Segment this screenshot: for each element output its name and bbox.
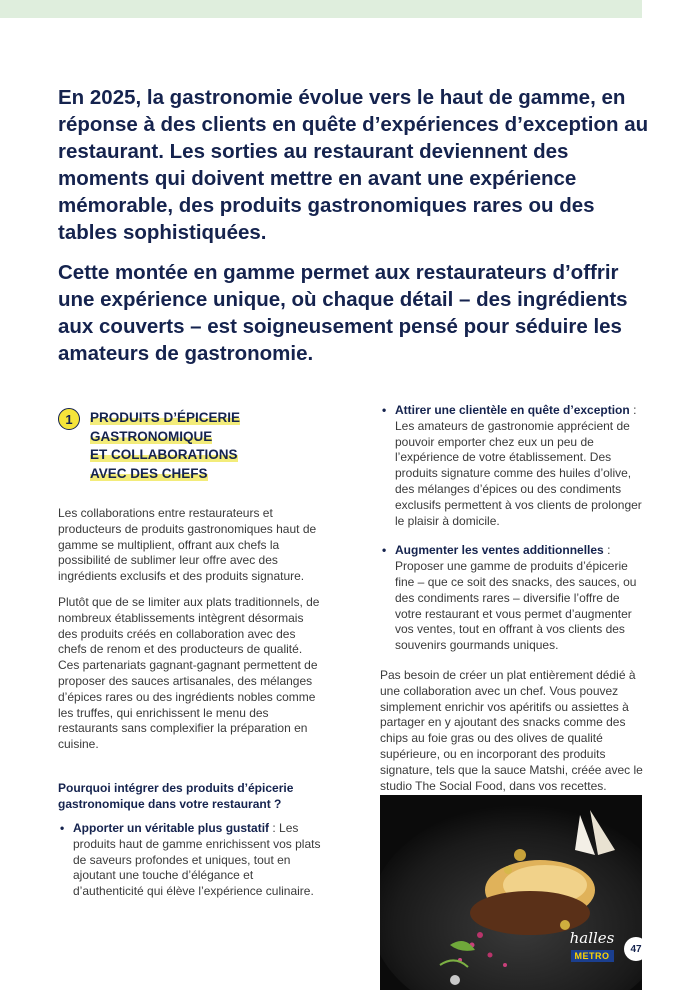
left-paragraph-2: Plutôt que de se limiter aux plats traditionnels, de nombreux établissements intègrent désormais des produits créés en collaboration avec des chefs de renom et des producteurs de qualité. Ces partenariats gagnant-gagnant permettent de proposer des sauces artisanales, des mélanges d’épices rares ou des ingrédients nobles comme les truffes, qui enrichissent le menu des restaurants sans complexifier la préparation en cuisine. xyxy=(58,594,320,752)
right-column xyxy=(380,403,648,794)
left-column xyxy=(58,506,323,763)
bullet-label: Apporter un véritable plus gustatif xyxy=(73,821,270,835)
top-color-band xyxy=(0,0,642,18)
bullet-text: Les produits haut de gamme enrichissent vos plats de saveurs profondes et uniques, tout en ajoutant une touche d’élégance et d’authenticité qui élève l’expérience culinaire. xyxy=(73,821,321,899)
bullet-text: Proposer une gamme de produits d’épicerie fine – que ce soit des snacks, des sauces, ou des condiments rares – diversifie l’offre de votre restaurant et vous permet d’augmenter vos ventes, tout en offrant à vos clients des souvenirs gourmands uniques. xyxy=(395,559,637,653)
section-title xyxy=(90,409,290,483)
bullet-label: Attirer une clientèle en quête d’exception xyxy=(395,403,630,417)
section-title-line: GASTRONOMIQUE xyxy=(90,428,213,444)
logo-metro-text: METRO xyxy=(571,950,614,962)
section-title-line: AVEC DES CHEFS xyxy=(90,465,208,481)
metro-logo xyxy=(566,930,618,964)
page-number: 47 xyxy=(624,937,648,961)
intro-paragraph-1: En 2025, la gastronomie évolue vers le haut de gamme, en réponse à des clients en quête d’expériences d’exception au restaurant. Les sorties au restaurant deviennent des moments qui doivent mettre en avant une expérience mémorable, des produits gastronomiques rares ou des tables sophistiquées. xyxy=(58,86,649,244)
section-title-line: PRODUITS D’ÉPICERIE xyxy=(90,410,241,425)
intro-paragraph-2: Cette montée en gamme permet aux restaurateurs d’offrir une expérience unique, où chaque détail – des ingrédients aux couverts – est soigneusement pensé pour séduire les amateurs de gastronomie. xyxy=(58,261,628,365)
left-paragraph-1: Les collaborations entre restaurateurs et producteurs de produits gastronomiques haut de gamme se multiplient, offrant aux chefs la possibilité de sublimer leur offre avec des ingrédients exclusifs et des produits signature. xyxy=(58,506,317,584)
section-heading xyxy=(58,408,318,488)
list-item: • Augmenter les ventes additionnelles : Proposer une gamme de produits d’épicerie fine – que ce soit des snacks, des sauces, ou des condiments rares – diversifie l’offre de votre restaurant et vous permet d’augmenter vos ventes, tout en offrant à vos clients des souvenirs gourmands uniques. xyxy=(380,543,648,654)
section-number-badge: 1 xyxy=(58,408,80,430)
list-item: • Attirer une clientèle en quête d’exception : Les amateurs de gastronomie apprécient de pouvoir emporter chez eux un peu de l’expérience de votre établissement. Des produits signature comme des huiles d’olive, des mélanges d’épices ou des condiments exclusifs permettent à vos clients de prolonger le plaisir à domicile. xyxy=(380,403,648,529)
section-question: Pourquoi intégrer des produits d’épicerie gastronomique dans votre restaurant ? xyxy=(58,781,294,811)
intro-block xyxy=(58,84,658,380)
bullet-label: Augmenter les ventes additionnelles xyxy=(395,543,604,558)
logo-halles-text: halles xyxy=(569,929,615,947)
bullet-gustatif xyxy=(58,821,323,900)
list-item: • Apporter un véritable plus gustatif : Les produits haut de gamme enrichissent vos plats de saveurs profondes et uniques, tout en ajoutant une touche d’élégance et d’authenticité qui élève l’expérience culinaire. xyxy=(58,821,323,900)
section-title-line: ET COLLABORATIONS xyxy=(90,447,238,462)
bullet-text: Les amateurs de gastronomie apprécient de pouvoir emporter chez eux un peu de l’expérience de votre établissement. Des produits signature comme des huiles d’olive, des mélanges d’épices ou des condiments exclusifs permettent à vos clients de prolonger le plaisir à domicile. xyxy=(395,418,642,528)
right-final-paragraph: Pas besoin de créer un plat entièrement dédié à une collaboration avec un chef. Vous pouvez simplement enrichir vos apéritifs ou assiettes à partager en y ajoutant des snacks comme des chips au foie gras ou des olives de qualité supérieure, ou en incorporant des produits signature, tels que la sauce Matshi, créée avec le studio The Social Food, dans vos recettes. xyxy=(380,667,643,793)
